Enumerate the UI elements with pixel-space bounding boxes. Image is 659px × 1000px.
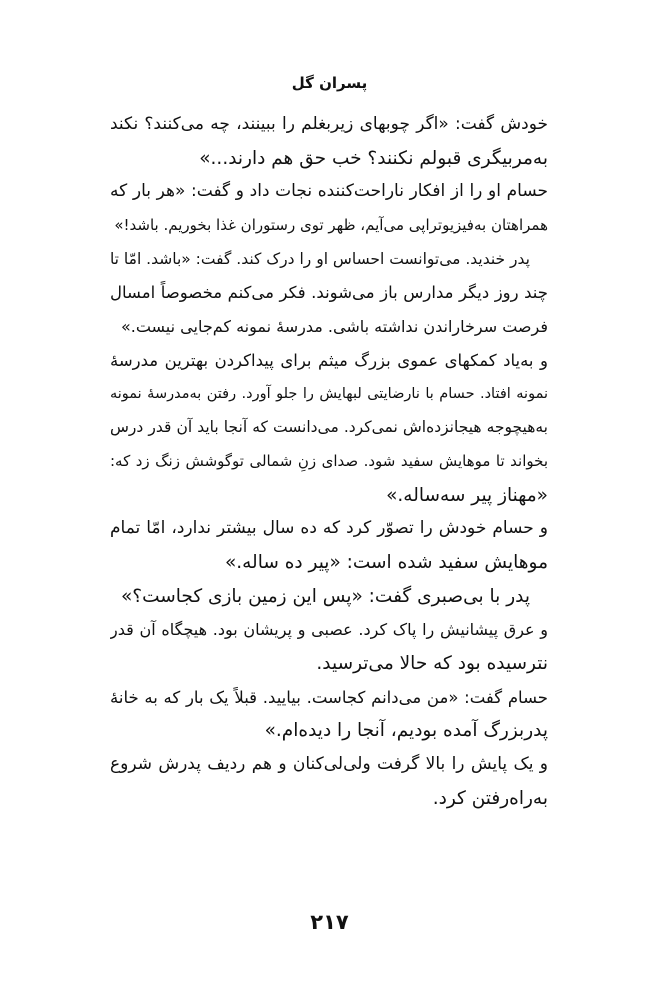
body-text <box>110 108 548 815</box>
text-line: حسام گفت: «من می‌دانم کجاست. بیایید. قبلاً یک بار که به خانهٔ <box>110 687 548 707</box>
text-line: چند روز دیگر مدارس باز می‌شوند. فکر می‌کنم مخصوصاً امسال <box>110 283 548 303</box>
text-line: به‌راه‌رفتن کرد. <box>432 787 548 809</box>
text-line: خودش گفت: «اگر چوبهای زیربغلم را ببینند، چه می‌کنند؟ نکند <box>110 114 548 134</box>
text-line: «مهناز پیر سه‌ساله.» <box>386 484 548 506</box>
text-line: و حسام خودش را تصوّر کرد که ده سال بیشتر ندارد، امّا تمام <box>110 518 548 539</box>
text-line: همراهتان به‌فیزیوتراپی می‌آیم، ظهر توی رستوران غذا بخوریم. باشد!» <box>114 216 548 235</box>
text-line: پدربزرگ آمده بودیم، آنجا را دیده‌ام.» <box>264 720 548 742</box>
text-line: پدر خندید. می‌توانست احساس او را درک کند. گفت: «باشد. امّا تا <box>110 249 530 268</box>
text-line: موهایش سفید شده است: «پیر ده ساله.» <box>224 551 548 573</box>
text-line: پدر با بی‌صبری گفت: «پس این زمین بازی کجاست؟» <box>120 585 530 607</box>
text-line: و یک پایش را بالا گرفت ولی‌لی‌کنان و هم ردیف پدرش شروع <box>110 754 548 775</box>
text-line: فرصت سرخاراندن نداشته باشی. مدرسهٔ نمونه کم‌جایی نیست.» <box>120 317 548 337</box>
running-title: پسران گل <box>291 74 368 92</box>
text-line: و به‌یاد کمکهای عموی بزرگ میثم برای پیداکردن بهترین مدرسهٔ <box>110 350 548 370</box>
text-line: و عرق پیشانیش را پاک کرد. عصبی و پریشان بود. هیچگاه آن قدر <box>110 620 548 640</box>
text-line: نترسیده بود که حالا می‌ترسید. <box>316 653 548 674</box>
text-line: بخواند تا موهایش سفید شود. صدای زنِ شمالی توگوشش زنگ زد که: <box>110 451 548 470</box>
text-line: حسام او را از افکار ناراحت‌کننده نجات داد و گفت: «هر بار که <box>110 181 548 202</box>
page-number: ۲۱۷ <box>310 910 349 934</box>
text-line: نمونه افتاد. حسام با نارضایتی لبهایش را جلو آورد. رفتن به‌مدرسهٔ نمونه <box>110 385 548 402</box>
text-line: به‌مربیگری قبولم نکنند؟ خب حق هم دارند...» <box>199 147 548 169</box>
text-line: به‌هیچوجه هیجانزده‌اش نمی‌کرد. می‌دانست که آنجا باید آن قدر درس <box>110 418 548 437</box>
